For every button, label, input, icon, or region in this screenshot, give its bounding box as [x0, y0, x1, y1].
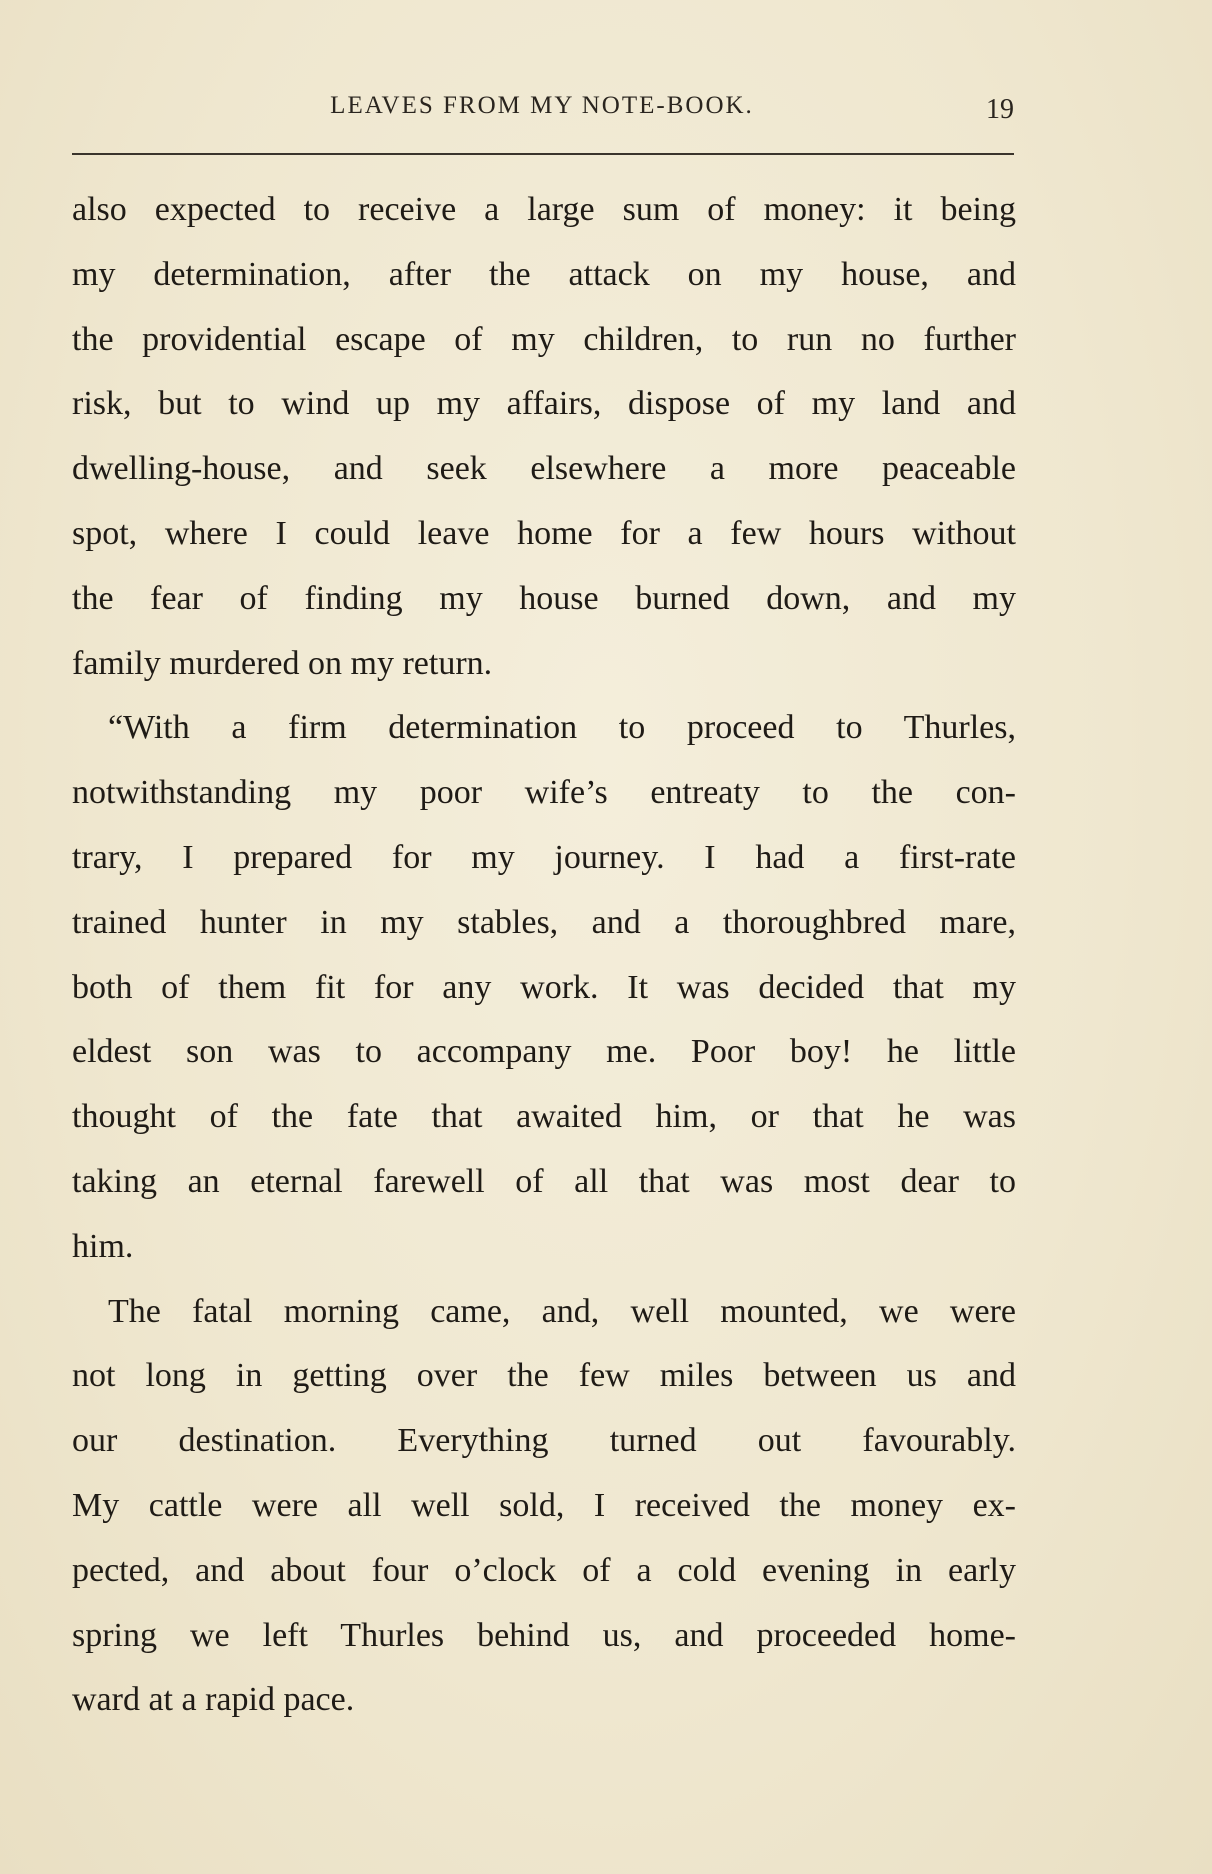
text-line: taking an eternal farewell of all that was most dear to	[72, 1162, 1016, 1200]
text-line: pected, and about four o’clock of a cold evening in early	[72, 1551, 1016, 1589]
text-line: dwelling-house, and seek elsewhere a more peaceable	[72, 450, 1016, 488]
text-line: the providential escape of my children, to run no further	[72, 320, 1016, 358]
text-line: ward at a rapid pace.	[72, 1681, 355, 1719]
running-head	[70, 92, 1014, 132]
text-line: my determination, after the attack on my house, and	[72, 255, 1016, 293]
text-line: family murdered on my return.	[72, 644, 493, 682]
text-line: eldest son was to accompany me. Poor boy! he little	[72, 1033, 1016, 1071]
page-number: 19	[986, 94, 1014, 125]
text-line: thought of the fate that awaited him, or that he was	[72, 1098, 1016, 1136]
text-line: spot, where I could leave home for a few hours without	[72, 514, 1016, 552]
text-line: both of them fit for any work. It was decided that my	[72, 968, 1016, 1006]
text-line: risk, but to wind up my affairs, dispose of my land and	[72, 385, 1016, 423]
text-line: trained hunter in my stables, and a thoroughbred mare,	[72, 903, 1016, 941]
text-line: our destination. Everything turned out favourably.	[72, 1422, 1016, 1460]
text-line: “With a firm determination to proceed to Thurles,	[108, 709, 1016, 747]
running-title: LEAVES FROM MY NOTE-BOOK.	[330, 92, 754, 119]
text-line: My cattle were all well sold, I received the money ex-	[72, 1486, 1016, 1524]
text-line: also expected to receive a large sum of money: it being	[72, 191, 1016, 228]
text-line: notwithstanding my poor wife’s entreaty to the con-	[72, 774, 1016, 812]
text-line: him.	[72, 1227, 134, 1265]
text-line: trary, I prepared for my journey. I had a first-rate	[72, 838, 1016, 876]
text-line: the fear of finding my house burned down, and my	[72, 579, 1016, 617]
text-line: not long in getting over the few miles between us and	[72, 1357, 1016, 1395]
text-line: spring we left Thurles behind us, and proceeded home-	[72, 1616, 1016, 1654]
body-text	[72, 178, 1016, 1733]
text-line: The fatal morning came, and, well mounted, we were	[108, 1292, 1016, 1330]
header-rule	[72, 153, 1014, 155]
